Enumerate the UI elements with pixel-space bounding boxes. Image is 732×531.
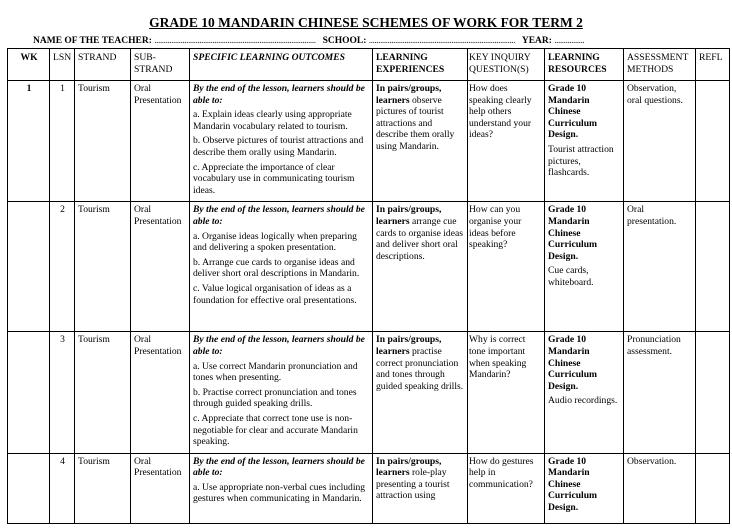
le-lead: In pairs/groups, learners [376, 83, 442, 106]
cell-substrand: Oral Presentation [131, 332, 190, 453]
year-field[interactable]: ................ [554, 36, 585, 46]
header-lsn: LSN [50, 49, 75, 81]
slo-lead: By the end of the lesson, learners should be able to: [193, 83, 365, 106]
cell-learning-experiences [373, 453, 468, 523]
resource-title: Grade 10 Mandarin Chinese Curriculum Design. [548, 455, 598, 514]
cell-slo [190, 332, 373, 453]
slo-item: c. Value logical organisation of ideas as a foundation for effective oral presentations. [193, 282, 357, 306]
cell-key-inquiry: How can you organise your ideas before speaking? [468, 202, 545, 332]
cell-refl[interactable] [696, 332, 730, 453]
cell-lsn: 3 [50, 332, 75, 453]
resource-title: Grade 10 Mandarin Chinese Curriculum Design. [548, 334, 598, 392]
slo-item: a. Use correct Mandarin pronunciation and tones when presenting. [193, 360, 358, 384]
cell-refl[interactable] [696, 202, 730, 332]
le-text: observe pictures of tourist attractions and describe them orally using Mandarin. [376, 94, 455, 152]
cell-strand: Tourism [75, 453, 131, 523]
cell-learning-experiences [373, 332, 468, 453]
cell-lsn: 2 [50, 202, 75, 332]
table-header-row [8, 49, 730, 81]
school-field[interactable]: .............................................................................. [368, 36, 516, 46]
slo-item: c. Appreciate that correct tone use is non-negotiable for clear and accurate Mandarin speaking. [193, 412, 358, 448]
cell-key-inquiry: How does speaking clearly help others understand your ideas? [468, 81, 545, 202]
cell-assessment: Oral presentation. [624, 202, 696, 332]
cell-substrand: Oral Presentation [131, 453, 190, 523]
slo-item: b. Arrange cue cards to organise ideas and deliver short oral descriptions in Mandarin. [193, 256, 360, 280]
cell-strand: Tourism [75, 81, 131, 202]
resource-list: Tourist attraction pictures, flashcards. [548, 143, 614, 179]
cell-assessment: Observation, oral questions. [624, 81, 696, 202]
header-key-inquiry: KEY INQUIRY QUESTION(S) [468, 49, 545, 81]
cell-learning-resources [545, 81, 624, 202]
header-strand: STRAND [75, 49, 131, 81]
cell-wk [8, 332, 50, 453]
header-slo: SPECIFIC LEARNING OUTCOMES [190, 49, 373, 81]
teacher-label: NAME OF THE TEACHER: [33, 36, 152, 46]
header-wk: WK [8, 49, 50, 81]
document-meta-line [33, 36, 584, 46]
teacher-field[interactable]: ...................................................................................... [154, 36, 316, 46]
cell-wk [8, 453, 50, 523]
document-title: GRADE 10 MANDARIN CHINESE SCHEMES OF WORK FOR TERM 2 [149, 15, 583, 30]
table-row [8, 81, 730, 202]
cell-slo [190, 453, 373, 523]
cell-assessment: Pronunciation assessment. [624, 332, 696, 453]
slo-item: a. Explain ideas clearly using appropriate Mandarin vocabulary related to tourism. [193, 109, 352, 132]
resource-title: Grade 10 Mandarin Chinese Curriculum Design. [548, 204, 598, 262]
header-learning-resources: LEARNING RESOURCES [545, 49, 624, 81]
cell-assessment: Observation. [624, 453, 696, 523]
header-assessment: ASSESSMENT METHODS [624, 49, 696, 81]
slo-item: b. Observe pictures of tourist attractions and describe them orally using Mandarin. [193, 135, 364, 158]
slo-item: a. Organise ideas logically when preparing and delivering a spoken presentation. [193, 230, 357, 254]
header-learning-experiences: LEARNING EXPERIENCES [373, 49, 468, 81]
year-label: YEAR: [521, 36, 552, 46]
cell-substrand: Oral Presentation [131, 202, 190, 332]
table-row [8, 453, 730, 523]
resource-title: Grade 10 Mandarin Chinese Curriculum Design. [548, 83, 598, 141]
cell-wk [8, 202, 50, 332]
table-row [8, 202, 730, 332]
cell-key-inquiry: How do gestures help in communication? [468, 453, 545, 523]
resource-list: Audio recordings. [548, 395, 618, 407]
cell-learning-resources [545, 202, 624, 332]
cell-wk: 1 [8, 81, 50, 202]
cell-lsn: 4 [50, 453, 75, 523]
cell-learning-resources [545, 453, 624, 523]
header-refl: REFL [696, 49, 730, 81]
le-text: role-play presenting a tourist attraction using [376, 467, 450, 502]
school-label: SCHOOL: [322, 36, 367, 46]
slo-item: a. Use appropriate non-verbal cues including gestures when communicating in Mandarin. [193, 481, 366, 505]
cell-learning-experiences [373, 81, 468, 202]
resource-list: Cue cards, whiteboard. [548, 265, 594, 288]
slo-item: b. Practise correct pronunciation and tones through guided speaking drills. [193, 386, 357, 410]
slo-lead: By the end of the lesson, learners should be able to: [193, 455, 365, 479]
le-lead: In pairs/groups, learners [376, 455, 442, 479]
cell-learning-resources [545, 332, 624, 453]
cell-strand: Tourism [75, 202, 131, 332]
cell-slo [190, 202, 373, 332]
scheme-of-work-table [7, 48, 730, 524]
slo-item: c. Appreciate the importance of clear vocabulary use in communicating tourism ideas. [193, 161, 355, 196]
cell-strand: Tourism [75, 332, 131, 453]
le-lead: In pairs/groups, learners [376, 204, 442, 227]
le-lead: In pairs/groups, learners [376, 334, 442, 357]
cell-substrand: Oral Presentation [131, 81, 190, 202]
cell-slo [190, 81, 373, 202]
slo-lead: By the end of the lesson, learners should be able to: [193, 334, 365, 357]
slo-lead: By the end of the lesson, learners should be able to: [193, 204, 365, 227]
cell-learning-experiences [373, 202, 468, 332]
cell-lsn: 1 [50, 81, 75, 202]
cell-key-inquiry: Why is correct tone important when speaking Mandarin? [468, 332, 545, 453]
cell-refl[interactable] [696, 81, 730, 202]
header-substrand: SUB-STRAND [131, 49, 190, 81]
le-text: practise correct pronunciation and tones through guided speaking drills. [376, 345, 464, 392]
table-row [8, 332, 730, 453]
le-text: arrange cue cards to organise ideas and deliver short oral descriptions. [376, 215, 463, 262]
cell-refl[interactable] [696, 453, 730, 523]
